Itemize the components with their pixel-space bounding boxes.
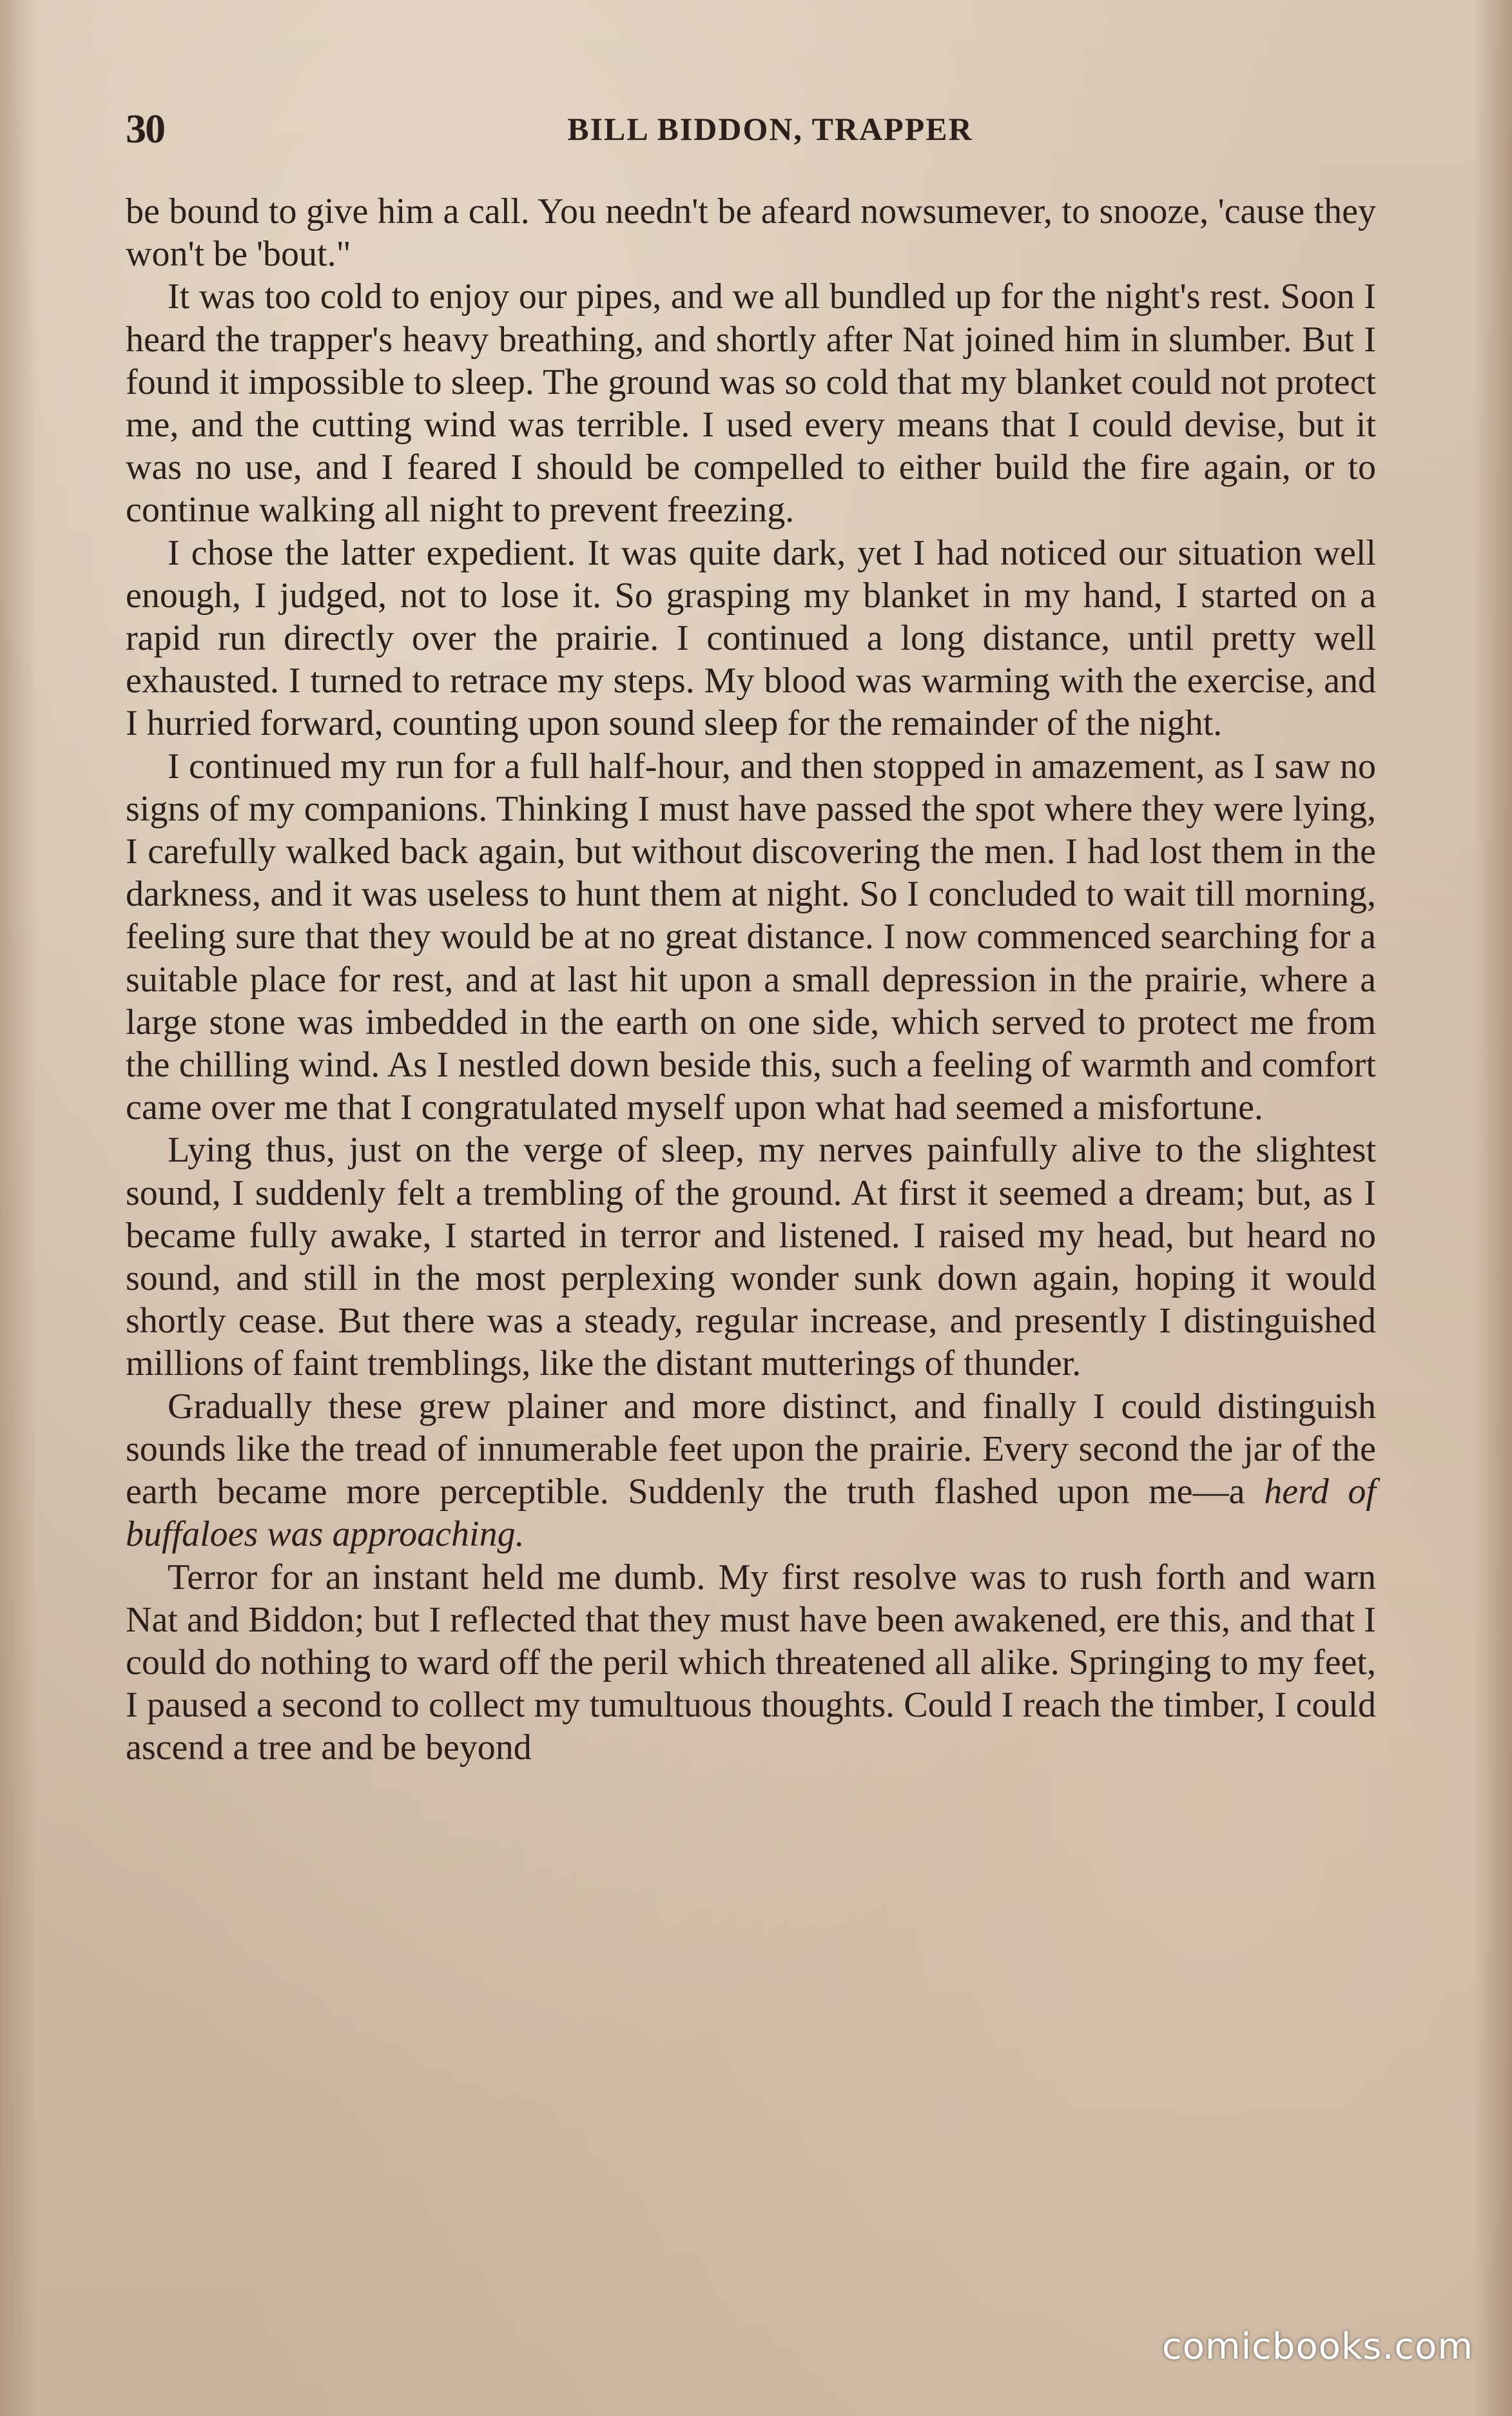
watermark-text: comicbooks.com <box>1161 2326 1473 2368</box>
page-header <box>126 103 1376 155</box>
paragraph: be bound to give him a call. You needn't be afeard nowsumever, to snooze, 'cause they won't be 'bout." <box>126 191 1376 275</box>
paragraph: Terror for an instant held me dumb. My first resolve was to rush forth and warn Nat and Biddon; but I reflected that they must have been awakened, ere this, and that I could do nothing to ward off the peril which threatened all alike. Springing to my feet, I paused a second to collect my tumultuous thoughts. Could I reach the timber, I could ascend a tree and be beyond <box>126 1557 1376 1768</box>
running-title: BILL BIDDON, TRAPPER <box>567 111 973 147</box>
paragraph: I continued my run for a full half-hour, and then stopped in amazement, as I saw no signs of my companions. Thinking I must have passed the spot where they were lying, I carefully walked back again, but without discovering the men. I had lost them in the darkness, and it was useless to hunt them at night. So I concluded to wait till morning, feeling sure that they would be at no great distance. I now commenced searching for a suitable place for rest, and at last hit upon a small depression in the prairie, where a large stone was imbedded in the earth on one side, which served to protect me from the chilling wind. As I nestled down beside this, such a feeling of warmth and comfort came over me that I congratulated myself upon what had seemed a misfortune. <box>126 746 1376 1128</box>
paragraph: Lying thus, just on the verge of sleep, my nerves painfully alive to the slightest sound, I suddenly felt a trembling of the ground. At first it seemed a dream; but, as I became fully awake, I started in terror and listened. I raised my head, but heard no sound, and still in the most perplexing wonder sunk down again, hoping it would shortly cease. But there was a steady, regular increase, and presently I distinguished millions of faint tremblings, like the distant mutterings of thunder. <box>126 1130 1376 1384</box>
paragraph: I chose the latter expedient. It was quite dark, yet I had noticed our situation well enough, I judged, not to lose it. So grasping my blanket in my hand, I started on a rapid run directly over the prairie. I continued a long distance, until pretty well exhausted. I turned to retrace my steps. My blood was warming with the exercise, and I hurried forward, counting upon sound sleep for the remainder of the night. <box>126 532 1376 744</box>
paragraph-text: Gradually these grew plainer and more distinct, and finally I could distinguish sounds like the tread of innumerable feet upon the prairie. Every second the jar of the earth became more perceptible. Suddenly the truth flashed upon me—a <box>126 1386 1376 1512</box>
page-edge-shadow-left <box>0 0 39 2416</box>
page-number: 30 <box>126 106 164 151</box>
body-text <box>126 190 1376 2266</box>
italic-phrase: herd of buffaloes was approaching. <box>126 1472 1376 1555</box>
page-edge-shadow-right <box>1473 0 1512 2416</box>
paragraph: It was too cold to enjoy our pipes, and we all bundled up for the night's rest. Soon I heard the trapper's heavy breathing, and shortly after Nat joined him in slumber. But I found it impossible to sleep. The ground was so cold that my blanket could not protect me, and the cutting wind was terrible. I used every means that I could devise, but it was no use, and I feared I should be compelled to either build the fire again, or to continue walking all night to prevent freezing. <box>126 277 1376 531</box>
paragraph <box>126 1385 1376 1556</box>
